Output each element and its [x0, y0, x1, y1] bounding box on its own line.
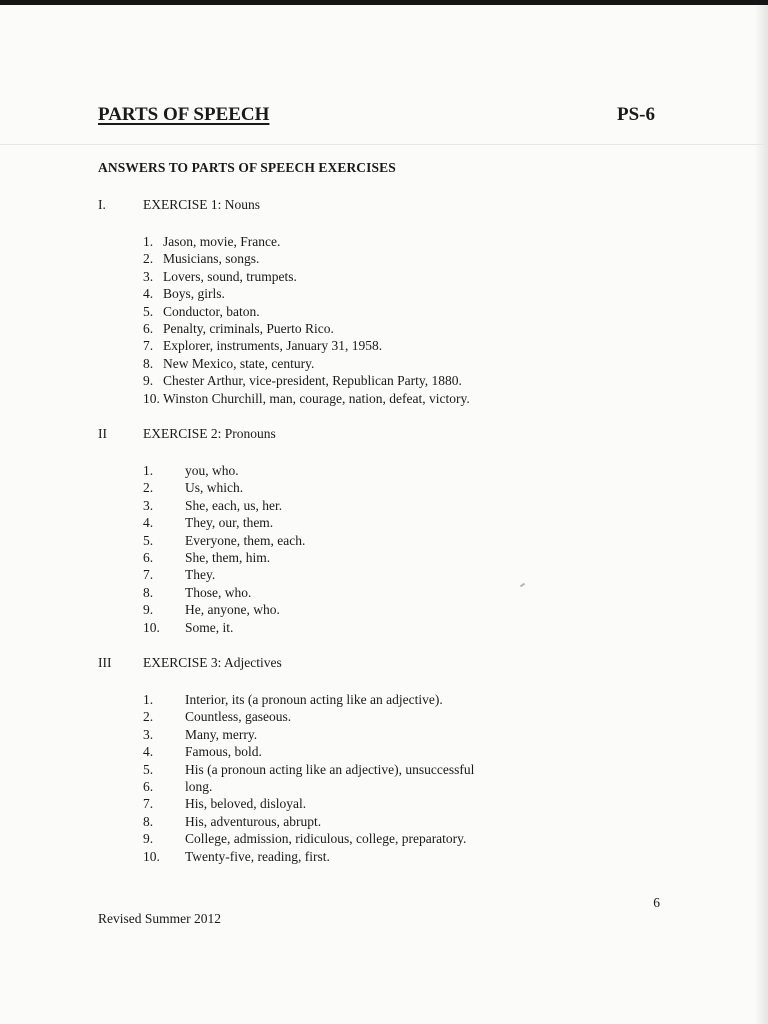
item-text: Penalty, criminals, Puerto Rico. [163, 320, 334, 336]
list-item [98, 268, 658, 285]
page-code: PS-6 [617, 104, 655, 125]
answer-list [98, 462, 658, 636]
list-item [98, 303, 658, 320]
item-number: 7. [143, 338, 154, 354]
list-item [98, 726, 658, 743]
section-title: EXERCISE 1: Nouns [143, 197, 261, 212]
item-text: Us, which. [185, 480, 244, 496]
item-text: Chester Arthur, vice-president, Republican Party, 1880. [163, 373, 462, 389]
item-number: 6. [143, 549, 154, 565]
item-text: They, our, them. [185, 515, 274, 531]
section-header [98, 426, 658, 444]
page-number: 6 [653, 895, 660, 910]
list-item [98, 337, 658, 354]
item-number: 5. [143, 532, 154, 548]
section-numeral: I. [98, 197, 106, 212]
item-text: His, beloved, disloyal. [185, 796, 307, 812]
item-text: you, who. [185, 463, 239, 478]
item-number: 2. [143, 480, 154, 496]
exercise-section-adjectives [98, 655, 658, 865]
scan-top-edge [0, 0, 768, 5]
list-item [98, 601, 658, 618]
item-number: 8. [143, 813, 154, 829]
section-header [98, 655, 658, 673]
item-number: 6. [143, 320, 154, 336]
item-number: 1. [143, 463, 154, 478]
list-item [98, 250, 658, 267]
list-item [98, 390, 658, 407]
item-number: 5. [143, 303, 154, 319]
item-number: 3. [143, 726, 154, 742]
item-number: 6. [143, 778, 154, 794]
item-text: Musicians, songs. [163, 251, 260, 267]
item-number: 2. [143, 709, 154, 725]
item-number: 9. [143, 602, 154, 618]
item-text: long. [185, 778, 213, 794]
exercise-section-pronouns [98, 426, 658, 636]
item-number: 9. [143, 373, 154, 389]
list-item [98, 743, 658, 760]
list-item [98, 619, 658, 636]
list-item [98, 830, 658, 847]
list-item [98, 691, 658, 708]
item-number: 10. [143, 390, 160, 406]
list-item [98, 285, 658, 302]
scan-right-edge-shadow [754, 0, 768, 1024]
section-numeral: II [98, 426, 107, 441]
list-item [98, 355, 658, 372]
section-header [98, 197, 658, 215]
list-item [98, 462, 658, 479]
exercise-section-nouns [98, 197, 658, 407]
item-number: 8. [143, 355, 154, 371]
item-number: 4. [143, 286, 154, 302]
item-number: 8. [143, 584, 154, 600]
item-text: His, adventurous, abrupt. [185, 813, 322, 829]
item-text: Many, merry. [185, 726, 258, 742]
list-item [98, 479, 658, 496]
scan-artifact-line [0, 144, 768, 145]
list-item [98, 778, 658, 795]
item-text: They. [185, 567, 216, 583]
item-text: Famous, bold. [185, 744, 262, 760]
item-number: 2. [143, 251, 154, 267]
item-text: New Mexico, state, century. [163, 355, 315, 371]
item-text: Conductor, baton. [163, 303, 260, 319]
answer-list [98, 233, 658, 407]
list-item [98, 514, 658, 531]
item-number: 4. [143, 515, 154, 531]
item-number: 7. [143, 796, 154, 812]
list-item [98, 566, 658, 583]
item-number: 10. [143, 848, 160, 864]
item-number: 1. [143, 234, 154, 249]
item-text: Twenty-five, reading, first. [185, 848, 330, 864]
list-item [98, 320, 658, 337]
item-text: He, anyone, who. [185, 602, 280, 618]
list-item [98, 708, 658, 725]
item-text: Those, who. [185, 584, 252, 600]
section-numeral: III [98, 655, 112, 670]
list-item [98, 761, 658, 778]
list-item [98, 372, 658, 389]
item-text: Winston Churchill, man, courage, nation, defeat, victory. [163, 390, 470, 406]
item-text: Everyone, them, each. [185, 532, 306, 548]
list-item [98, 795, 658, 812]
list-item [98, 549, 658, 566]
item-number: 1. [143, 692, 154, 707]
list-item [98, 848, 658, 865]
item-text: She, them, him. [185, 549, 271, 565]
section-title: EXERCISE 3: Adjectives [143, 655, 282, 670]
answer-list [98, 691, 658, 865]
item-text: Lovers, sound, trumpets. [163, 268, 297, 284]
item-number: 7. [143, 567, 154, 583]
item-text: Some, it. [185, 619, 234, 635]
item-text: College, admission, ridiculous, college, preparatory. [185, 831, 467, 847]
item-number: 4. [143, 744, 154, 760]
item-text: She, each, us, her. [185, 497, 283, 513]
list-item [98, 532, 658, 549]
list-item [98, 584, 658, 601]
item-number: 10. [143, 619, 160, 635]
answers-heading: ANSWERS TO PARTS OF SPEECH EXERCISES [98, 160, 396, 175]
item-text: Boys, girls. [163, 286, 225, 302]
item-text: Explorer, instruments, January 31, 1958. [163, 338, 383, 354]
item-number: 3. [143, 497, 154, 513]
revision-note: Revised Summer 2012 [98, 911, 221, 926]
section-title: EXERCISE 2: Pronouns [143, 426, 276, 441]
item-text: Interior, its (a pronoun acting like an adjective). [185, 692, 443, 707]
list-item [98, 813, 658, 830]
item-text: Countless, gaseous. [185, 709, 292, 725]
list-item [98, 233, 658, 250]
item-number: 3. [143, 268, 154, 284]
page-title: PARTS OF SPEECH [98, 104, 270, 125]
item-number: 9. [143, 831, 154, 847]
item-text: Jason, movie, France. [163, 234, 281, 249]
list-item [98, 497, 658, 514]
item-number: 5. [143, 761, 154, 777]
item-text: His (a pronoun acting like an adjective), unsuccessful [185, 761, 475, 777]
